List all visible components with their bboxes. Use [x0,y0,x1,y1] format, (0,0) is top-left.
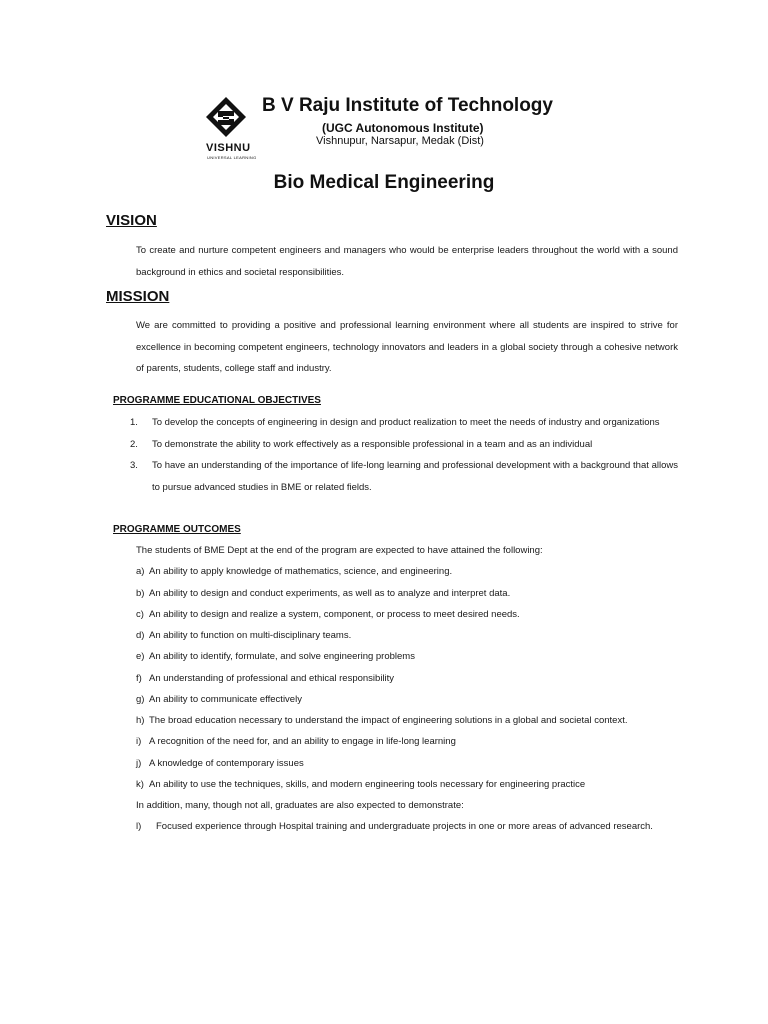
outcome-text: An ability to use the techniques, skills, and modern engineering tools necessary for engineering practice [149,778,586,790]
outcome-letter: l) [136,821,142,833]
peo-text: To demonstrate the ability to work effectively as a responsible professional in a team and as an individual [152,438,593,450]
outcome-item [136,710,678,731]
outcome-text: Focused experience through Hospital training and undergraduate projects in one or more areas of advanced research. [156,821,653,833]
outcome-item [136,689,678,710]
outcome-letter: k) [136,778,144,790]
outcome-letter: h) [136,715,145,726]
outcomes-list [136,540,678,838]
outcome-item [136,625,678,646]
outcome-item [136,731,678,752]
outcomes-heading: PROGRAMME OUTCOMES [113,524,241,535]
outcome-text: An ability to apply knowledge of mathematics, science, and engineering. [149,566,453,578]
peo-text: To have an understanding of the importance of life-long learning and professional development with a background that allows to pursue advanced studies in BME or related fields. [152,460,678,493]
outcome-letter: j) [136,757,142,769]
mission-heading: MISSION [106,288,170,305]
outcome-text: A recognition of the need for, and an ability to engage in life-long learning [149,736,456,748]
outcome-text: A knowledge of contemporary issues [149,757,304,769]
outcome-text: An ability to design and realize a system, component, or process to meet desired needs. [149,608,520,620]
outcomes-intro: The students of BME Dept at the end of the program are expected to have attained the following: [136,545,543,556]
outcome-item [136,561,678,582]
outcome-text: The broad education necessary to understand the impact of engineering solutions in a global and societal context. [149,715,628,726]
institute-address: Vishnupur, Narsapur, Medak (Dist) [316,135,484,147]
peo-list [130,412,678,498]
mission-text: We are committed to providing a positive and professional learning environment where all students are inspired to strive for excellence in becoming competent engineers, technology innovators and leaders in a global society through a cohesive network of parents, students, college staff and industry. [136,320,678,374]
outcome-letter: f) [136,672,142,684]
peo-heading: PROGRAMME EDUCATIONAL OBJECTIVES [113,395,321,406]
vision-text: To create and nurture competent engineers and managers who would be enterprise leaders throughout the world with a sound background in ethics and societal responsibilities. [136,245,678,278]
outcome-letter: i) [136,736,142,748]
logo-tagline: UNIVERSAL LEARNING [207,155,257,160]
peo-number: 1. [130,417,138,428]
peo-item [130,412,678,434]
outcome-text: An ability to communicate effectively [149,693,302,705]
outcome-item [136,753,678,774]
department-title: Bio Medical Engineering [273,172,495,193]
outcome-item [136,774,678,795]
peo-number: 3. [130,460,138,471]
outcome-text: An understanding of professional and ethical responsibility [149,672,395,684]
peo-item [130,455,678,498]
outcome-item [136,668,678,689]
peo-text: To develop the concepts of engineering in design and product realization to meet the needs of industry and organizations [152,417,660,428]
outcomes-addition: In addition, many, though not all, graduates are also expected to demonstrate: [136,800,464,811]
peo-number: 2. [130,438,138,450]
institute-name: B V Raju Institute of Technology [262,95,553,116]
outcome-text: An ability to design and conduct experiments, as well as to analyze and interpret data. [149,587,511,599]
outcome-text: An ability to identify, formulate, and solve engineering problems [149,651,415,663]
institute-status: (UGC Autonomous Institute) [322,121,484,135]
outcome-item [136,816,678,837]
outcome-letter: b) [136,587,145,599]
outcome-item [136,583,678,604]
outcome-item [136,646,678,667]
outcome-letter: c) [136,608,144,620]
logo-wordmark: VISHNU [206,142,251,154]
vision-heading: VISION [106,212,157,229]
outcome-letter: e) [136,651,145,663]
outcome-letter: d) [136,630,145,641]
outcome-letter: a) [136,566,145,578]
outcome-text: An ability to function on multi-disciplinary teams. [149,630,352,641]
peo-item [130,434,678,456]
outcome-letter: g) [136,693,145,705]
outcome-item [136,604,678,625]
